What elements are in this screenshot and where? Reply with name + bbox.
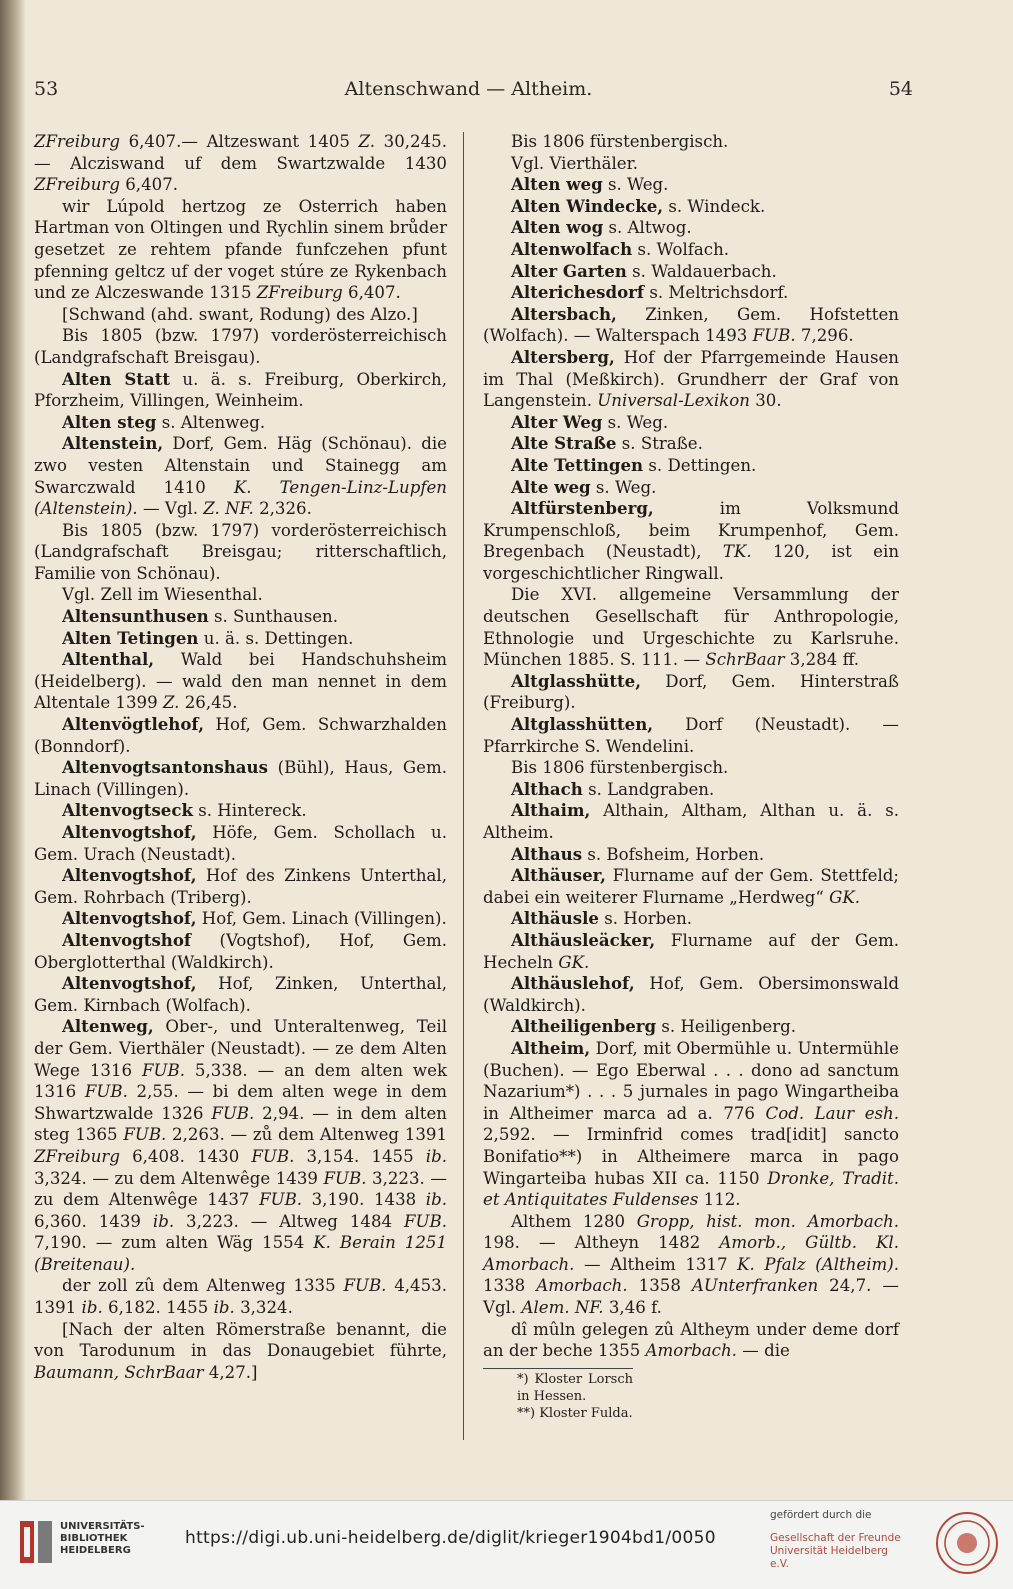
entry: Die XVI. allgemeine Versammlung der deutschen Gesellschaft für Anthropologie, Ethnologie und Urgeschichte zu Karlsruhe. München 1885. S. 111. — SchrBaar 3,284 ff.	[483, 585, 899, 670]
entry: Altenvogtsantonshaus (Bühl), Haus, Gem. Linach (Villingen).	[34, 757, 447, 799]
entry: Bis 1805 (bzw. 1797) vorderösterreichisch (Landgrafschaft Breisgau; ritterschaftlich, Familie von Schönau).	[34, 520, 447, 583]
entry: Alten Windecke, s. Windeck.	[511, 195, 766, 216]
university-library-logo-icon	[18, 1517, 54, 1567]
entry: Altfürstenberg, im Volksmund Krumpenschloß, beim Krumpenhof, Gem. Bregenbach (Neustadt), TK. 120, ist ein vorgeschichtlicher Ringwall.	[483, 498, 900, 583]
entry: Altenweg, Ober-, und Unteraltenweg, Teil der Gem. Vierthäler (Neustadt). — ze dem Alten Wege 1316 FUB. 5,338. — an dem alten wek 1316 FUB. 2,55. — bi dem alten wege in dem Shwartzwalde 1326 FUB. 2,94. — in dem alten steg 1365 FUB. 2,263. — zů dem Altenweg 1391 ZFreiburg 6,408. 1430 FUB. 3,154. 1455 ib. 3,324. — zu dem Altenwêge 1439 FUB. 3,223. — zu dem Altenwêge 1437 FUB. 3,190. 1438 ib. 6,360. 1439 ib. 3,223. — Altweg 1484 FUB. 7,190. — zum alten Wäg 1554 K. Berain 1251 (Breitenau).	[34, 1016, 448, 1274]
footnote: **) Kloster Fulda.	[517, 1405, 633, 1421]
entry: Althaus s. Bofsheim, Horben.	[511, 843, 765, 864]
entry: [Nach der alten Römerstraße benannt, die von Tarodunum in das Donaugebiet führte, Baumann, SchrBaar 4,27.]	[34, 1319, 447, 1382]
running-title: Altenschwand — Altheim.	[344, 78, 593, 100]
entry: Altheim, Dorf, mit Obermühle u. Untermühle (Buchen). — Ego Eberwal . . . dono ad sanctum Nazarium*) . . . 5 jurnales in pago Wingartheiba in Altheimer marca ad a. 776 Cod. Laur esh. 2,592. — Irminfrid comes trad[idit] sancto Bonifatio**) in Altheimere marca in pago Wingarteiba hubas XII ca. 1150 Dronke, Tradit. et Antiquitates Fuldenses 112.	[483, 1037, 899, 1210]
entry: Altenvogtshof, Hof des Zinkens Unterthal, Gem. Rohrbach (Triberg).	[34, 865, 447, 907]
entry: Altersbach, Zinken, Gem. Hofstetten (Wolfach). — Walterspach 1493 FUB. 7,296.	[483, 303, 899, 346]
university-seal-icon	[935, 1511, 999, 1575]
entry: [Schwand (ahd. swant, Rodung) des Alzo.]	[62, 304, 418, 324]
entry: Altenvögtlehof, Hof, Gem. Schwarzhalden (Bonndorf).	[34, 714, 447, 756]
entry: Altenvogtshof, Hof, Zinken, Unterthal, Gem. Kirnbach (Wolfach).	[34, 973, 447, 1015]
entry: Althäusleäcker, Flurname auf der Gem. Hecheln GK.	[483, 929, 899, 972]
entry: Altenthal, Wald bei Handschuhsheim (Heidelberg). — wald den man nennet in dem Altentale 1399 Z. 26,45.	[34, 649, 447, 713]
entry: ZFreiburg 6,407.— Altzeswant 1405 Z. 30,245. — Alcziswand uf dem Swartzwalde 1430 ZFreiburg 6,407.	[34, 132, 447, 195]
entry: Vgl. Vierthäler.	[511, 153, 638, 173]
running-header	[34, 78, 913, 104]
entry: Altenwolfach s. Wolfach.	[511, 238, 730, 259]
entry: Altenvogtshof, Höfe, Gem. Schollach u. Gem. Urach (Neustadt).	[34, 822, 447, 864]
permalink-url[interactable]: https://digi.ub.uni-heidelberg.de/diglit/krieger1904bd1/0050	[185, 1528, 716, 1548]
viewer-footer	[0, 1500, 1013, 1589]
entry: Althäusle s. Horben.	[511, 908, 693, 929]
entry: Vgl. Zell im Wiesenthal.	[62, 585, 263, 605]
entry: Altglasshütte, Dorf, Gem. Hinterstraß (Freiburg).	[483, 670, 899, 713]
entry: Alter Garten s. Waldauerbach.	[511, 260, 777, 281]
left-page-number: 53	[34, 78, 59, 100]
entry: Alter Weg s. Weg.	[511, 411, 669, 432]
entry: wir Lúpold hertzog ze Osterrich haben Hartman von Oltingen und Rychlin sinem brůder gesetzet ze rehtem pfande funfczehen pfunt pfenning geltcz uf der voget stúre ze Rykenbach und ze Alczeswande 1315 ZFreiburg 6,407.	[34, 196, 447, 303]
right-column	[483, 131, 899, 1422]
entry: Altglasshütten, Dorf (Neustadt). — Pfarrkirche S. Wendelini.	[483, 714, 899, 756]
entry: Alten Statt u. ä. s. Freiburg, Oberkirch, Pforzheim, Villingen, Weinheim.	[34, 368, 447, 411]
entry: der zoll zû dem Altenweg 1335 FUB. 4,453. 1391 ib. 6,182. 1455 ib. 3,324.	[34, 1276, 447, 1318]
entry: Alte Tettingen s. Dettingen.	[511, 454, 757, 475]
entry: Bis 1805 (bzw. 1797) vorderösterreichisch (Landgrafschaft Breisgau).	[34, 326, 447, 367]
entry: Alte weg s. Weg.	[511, 476, 657, 497]
entry: Bis 1806 fürstenbergisch.	[511, 758, 729, 778]
entry: Althach s. Landgraben.	[511, 778, 715, 799]
entry: Altenvogtshof, Hof, Gem. Linach (Villingen).	[62, 908, 447, 929]
entry: Alten wog s. Altwog.	[511, 217, 692, 238]
entry: Alten Tetingen u. ä. s. Dettingen.	[62, 627, 354, 648]
entry: Althäuser, Flurname auf der Gem. Stettfeld; dabei ein weiterer Flurname „Herdweg“ GK.	[483, 865, 899, 907]
entry: Althaim, Althain, Altham, Althan u. ä. s. Altheim.	[483, 800, 899, 842]
sponsor-note: gefördert durch die Gesellschaft der Freunde Universität Heidelberg e.V.	[770, 1509, 901, 1570]
entry: Alten weg s. Weg.	[511, 174, 669, 195]
entry: dî mûln gelegen zû Altheym under deme dorf an der beche 1355 Amorbach. — die	[483, 1319, 899, 1361]
entry: Alten steg s. Altenweg.	[62, 411, 266, 432]
footnotes	[483, 1368, 633, 1422]
entry: Altenstein, Dorf, Gem. Häg (Schönau). die zwo vesten Altenstain und Stainegg am Swarczwald 1410 K. Tengen-Linz-Lupfen (Altenstein). — Vgl. Z. NF. 2,326.	[34, 433, 447, 519]
entry: Altenvogtshof (Vogtshof), Hof, Gem. Oberglotterthal (Waldkirch).	[34, 929, 447, 972]
footnote: *) Kloster Lorsch in Hessen.	[517, 1371, 633, 1404]
right-page-number: 54	[888, 78, 913, 100]
entry: Altensunthusen s. Sunthausen.	[62, 606, 339, 627]
entry: Altenvogtseck s. Hintereck.	[62, 800, 307, 821]
entry: Bis 1806 fürstenbergisch.	[511, 132, 729, 151]
library-name: UNIVERSITÄTS- BIBLIOTHEK HEIDELBERG	[60, 1521, 145, 1556]
entry: Althem 1280 Gropp, hist. mon. Amorbach. 198. — Altheyn 1482 Amorb., Gültb. Kl. Amorbach. — Altheim 1317 K. Pfalz (Altheim). 1338 Amorbach. 1358 AUnterfranken 24,7. — Vgl. Alem. NF. 3,46 f.	[483, 1211, 900, 1318]
column-divider	[463, 132, 464, 1440]
left-column	[34, 131, 447, 1383]
entry: Alterichesdorf s. Meltrichsdorf.	[511, 282, 789, 303]
entry: Altersberg, Hof der Pfarrgemeinde Hausen im Thal (Meßkirch). Grundherr der Graf von Langenstein. Universal-Lexikon 30.	[483, 346, 899, 411]
entry: Althäuslehof, Hof, Gem. Obersimonswald (Waldkirch).	[483, 973, 899, 1015]
entry: Altheiligenberg s. Heiligenberg.	[511, 1016, 797, 1037]
entry: Alte Straße s. Straße.	[511, 433, 703, 454]
